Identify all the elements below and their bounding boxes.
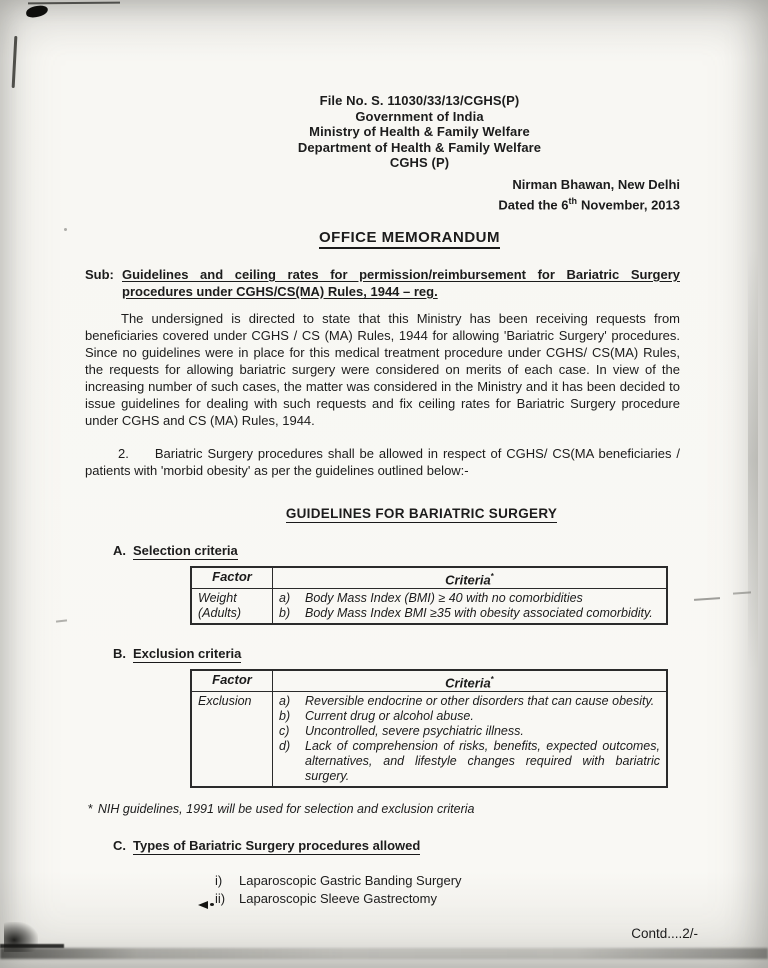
section-b-title: Exclusion criteria xyxy=(133,646,242,662)
footnote-text: NIH guidelines, 1991 will be used for selection and exclusion criteria xyxy=(97,802,475,817)
memo-title-row xyxy=(112,229,707,246)
section-c-title: Types of Bariatric Surgery procedures allowed xyxy=(133,838,421,854)
criteria-cell xyxy=(273,589,668,625)
paragraph-2-number: 2. xyxy=(118,445,129,461)
memo-title: OFFICE MEMORANDUM xyxy=(319,229,500,249)
org-line-cghs: CGHS (P) xyxy=(389,155,450,170)
criteria-header-label: Criteria xyxy=(445,572,491,588)
section-a-heading xyxy=(113,542,680,559)
criteria-item xyxy=(279,694,660,709)
list-item xyxy=(215,872,680,890)
factor-header-label: Factor xyxy=(212,672,252,688)
criteria-asterisk: * xyxy=(490,571,494,581)
continuation-note: Contd....2/- xyxy=(631,926,698,942)
guidelines-heading: GUIDELINES FOR BARIATRIC SURGERY xyxy=(285,505,558,521)
paragraph-2-text: Bariatric Surgery procedures shall be allowed in respect of CGHS/ CS(MA beneficiaries / patients with 'morbid obesity' as per the guidelines outlined below:- xyxy=(85,445,680,478)
place-date-block xyxy=(85,177,680,213)
list-item-text: Laparoscopic Gastric Banding Surgery xyxy=(239,873,462,889)
procedure-list xyxy=(215,872,680,907)
item-text: Lack of comprehension of risks, benefits, expected outcomes, alternatives, and lifestyle changes required with bariatric surgery. xyxy=(305,739,660,784)
criteria-column-header xyxy=(273,670,668,692)
item-label: b) xyxy=(279,709,291,724)
exclusion-criteria-table xyxy=(190,669,668,788)
criteria-item xyxy=(279,739,660,784)
criteria-cell xyxy=(273,692,668,788)
item-text: Body Mass Index BMI ≥35 with obesity associated comorbidity. xyxy=(305,606,653,621)
criteria-column-header xyxy=(273,567,668,589)
section-c-heading xyxy=(113,837,680,854)
factor-column-header xyxy=(191,670,273,692)
item-label: a) xyxy=(279,694,291,709)
criteria-header-label: Criteria xyxy=(445,675,491,691)
org-line-ministry: Ministry of Health & Family Welfare xyxy=(309,124,530,139)
list-item-label: i) xyxy=(215,873,223,889)
file-number: File No. S. 11030/33/13/CGHS(P) xyxy=(319,93,520,108)
section-b-heading xyxy=(113,645,680,662)
date-ordinal: th xyxy=(568,195,577,206)
table-row xyxy=(191,692,667,788)
factor-cell xyxy=(191,589,273,625)
paragraph-1: The undersigned is directed to state that this Ministry has been receiving requests from beneficiaries covered under CGHS / CS (MA) Rules, 1944 for allowing 'Bariatric Surgery' procedures. Since no guidelines were in place for this medical treatment procedure under CGHS/ CS(MA) Rules, the requests for allowing bariatric surgery were considered on merits of each case. In view of the increasing number of such cases, the matter was considered in the Ministry and it has been decided to issue guidelines for dealing with such requests and fix ceiling rates for Bariatric Surgery procedure under CGHS and CS (MA) Rules, 1944. xyxy=(85,310,680,428)
subject-text: Guidelines and ceiling rates for permission/reimbursement for Bariatric Surgery procedures under CGHS/CS(MA) Rules, 1944 – reg. xyxy=(122,266,680,299)
item-text: Body Mass Index (BMI) ≥ 40 with no comorbidities xyxy=(305,591,583,606)
letterhead xyxy=(122,93,717,171)
table-header-row xyxy=(191,670,667,692)
subject-block xyxy=(85,266,680,300)
item-label: c) xyxy=(279,724,290,739)
criteria-item xyxy=(279,591,660,606)
paragraph-2 xyxy=(85,445,680,479)
date-prefix: Dated the 6 xyxy=(498,196,569,212)
item-text: Current drug or alcohol abuse. xyxy=(305,709,474,724)
criteria-item xyxy=(279,709,660,724)
factor-text-line1: Weight xyxy=(198,591,237,606)
item-text: Uncontrolled, severe psychiatric illness. xyxy=(305,724,524,739)
list-item-text: Laparoscopic Sleeve Gastrectomy xyxy=(239,890,437,906)
criteria-item xyxy=(279,724,660,739)
list-item-label: ii) xyxy=(215,890,226,906)
nih-footnote xyxy=(88,802,680,817)
item-label: b) xyxy=(279,606,291,621)
item-text: Reversible endocrine or other disorders that can cause obesity. xyxy=(305,694,655,709)
subject-label: Sub: xyxy=(85,266,114,282)
footnote-asterisk: * xyxy=(88,802,93,817)
factor-header-label: Factor xyxy=(212,568,252,584)
org-line-department: Department of Health & Family Welfare xyxy=(297,139,542,155)
criteria-asterisk: * xyxy=(490,675,494,685)
date-line xyxy=(85,193,680,213)
table-row xyxy=(191,589,667,625)
org-line-government: Government of India xyxy=(355,108,484,124)
place-line: Nirman Bhawan, New Delhi xyxy=(512,176,680,192)
item-label: d) xyxy=(279,739,291,754)
section-a-title: Selection criteria xyxy=(133,542,238,558)
factor-column-header xyxy=(191,567,273,589)
selection-criteria-table xyxy=(190,566,668,625)
section-b-letter: B. xyxy=(113,646,126,662)
scan-artifact-bottom-line xyxy=(0,944,64,948)
section-a-letter: A. xyxy=(113,542,126,558)
scan-artifact-bottom-band xyxy=(0,948,768,959)
table-header-row xyxy=(191,567,667,589)
factor-text-line2: (Adults) xyxy=(198,606,242,621)
factor-cell: Exclusion xyxy=(191,692,273,788)
date-suffix: November, 2013 xyxy=(580,196,680,212)
list-item xyxy=(215,890,680,908)
guidelines-heading-row xyxy=(124,505,719,522)
section-c-letter: C. xyxy=(113,838,126,854)
item-label: a) xyxy=(279,591,291,606)
criteria-item xyxy=(279,606,660,621)
